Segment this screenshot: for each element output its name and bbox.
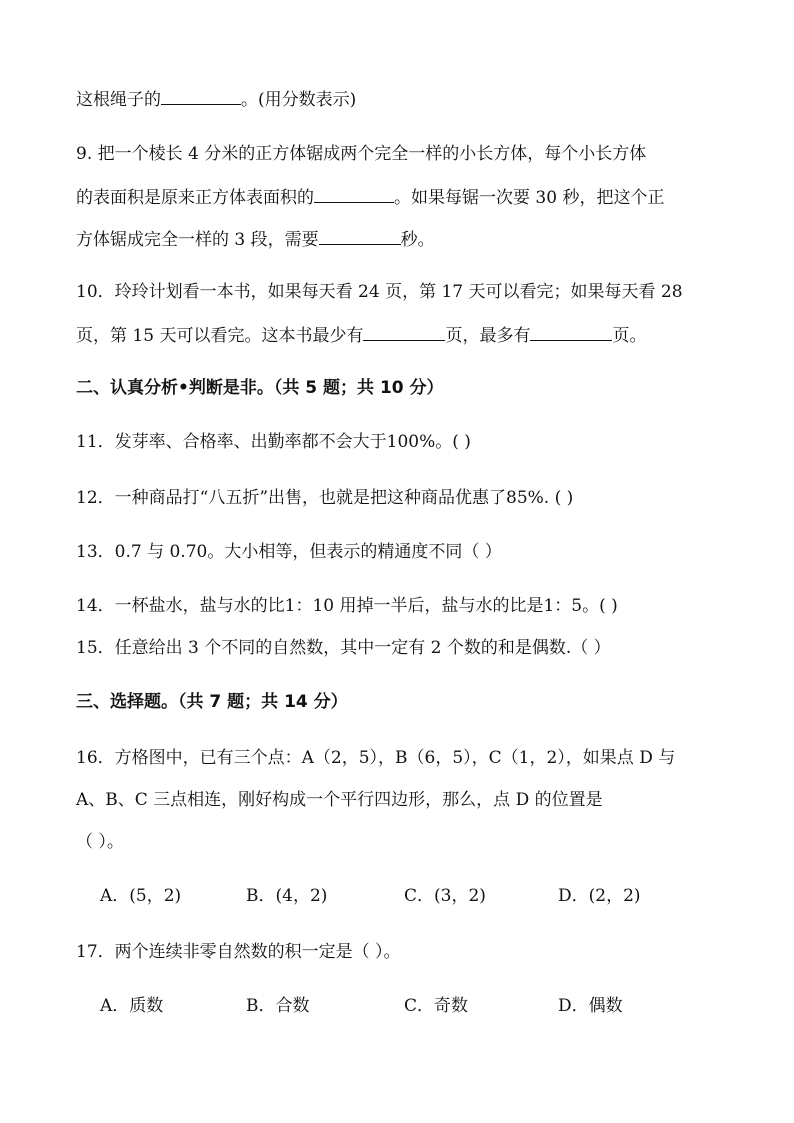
question-17: 17．两个连续非零自然数的积一定是（ ）。 (76, 942, 401, 962)
question-15: 15．任意给出 3 个不同的自然数，其中一定有 2 个数的和是偶数.（ ） (76, 638, 611, 658)
q17-option-c[interactable]: C．奇数 (404, 996, 469, 1016)
question-11: 11．发芽率、合格率、出勤率都不会大于100%。( ) (76, 432, 471, 452)
text-fragment: 秒。 (400, 230, 435, 250)
question-10-line-1: 10．玲玲计划看一本书，如果每天看 24 页，第 17 天可以看完；如果每天看 28 (76, 282, 683, 302)
question-12: 12．一种商品打“八五折”出售，也就是把这种商品优惠了85%. ( ) (76, 488, 574, 508)
q16-option-d[interactable]: D．(2，2) (558, 886, 641, 906)
text-fragment: 。如果每锯一次要 30 秒，把这个正 (394, 188, 665, 208)
question-16-line-3: （ ）。 (76, 832, 124, 852)
question-16-line-2: A、B、C 三点相连，刚好构成一个平行四边形，那么，点 D 的位置是 (76, 790, 603, 810)
question-16-line-1: 16．方格图中，已有三个点：A（2，5），B（6，5），C（1，2），如果点 D 与 (76, 748, 676, 768)
q16-option-c[interactable]: C．(3，2) (404, 886, 486, 906)
text-line-rope (76, 86, 356, 110)
question-14: 14．一杯盐水，盐与水的比1：10 用掉一半后，盐与水的比是1：5。( ) (76, 596, 618, 616)
text-fragment: 页，第 15 天可以看完。这本书最少有 (76, 326, 364, 346)
text-fragment: 。(用分数表示) (241, 90, 357, 110)
section-3-heading: 三、选择题。（共 7 题；共 14 分） (76, 692, 348, 712)
q16-option-a[interactable]: A．(5，2) (100, 886, 182, 906)
text-fragment: 页，最多有 (445, 326, 531, 346)
answer-blank[interactable] (319, 226, 401, 245)
section-2-heading: 二、认真分析•判断是非。（共 5 题；共 10 分） (76, 378, 444, 398)
question-10-line-2 (76, 322, 646, 346)
q17-option-d[interactable]: D．偶数 (558, 996, 623, 1016)
question-9-line-2 (76, 184, 664, 208)
q17-option-a[interactable]: A．质数 (100, 996, 164, 1016)
text-fragment: 方体锯成完全一样的 3 段，需要 (76, 230, 319, 250)
q17-option-b[interactable]: B．合数 (246, 996, 310, 1016)
question-13: 13．0.7 与 0.70。大小相等，但表示的精通度不同（ ） (76, 542, 502, 562)
answer-blank[interactable] (363, 322, 445, 341)
question-9-line-1: 9. 把一个棱长 4 分米的正方体锯成两个完全一样的小长方体，每个小长方体 (76, 144, 647, 164)
answer-blank[interactable] (530, 322, 612, 341)
text-fragment: 这根绳子的 (76, 90, 161, 110)
question-9-line-3 (76, 226, 435, 250)
text-fragment: 的表面积是原来正方体表面积的 (76, 188, 314, 208)
answer-blank[interactable] (314, 184, 394, 203)
text-fragment: 页。 (612, 326, 647, 346)
q16-option-b[interactable]: B．(4，2) (246, 886, 328, 906)
answer-blank[interactable] (161, 86, 241, 105)
